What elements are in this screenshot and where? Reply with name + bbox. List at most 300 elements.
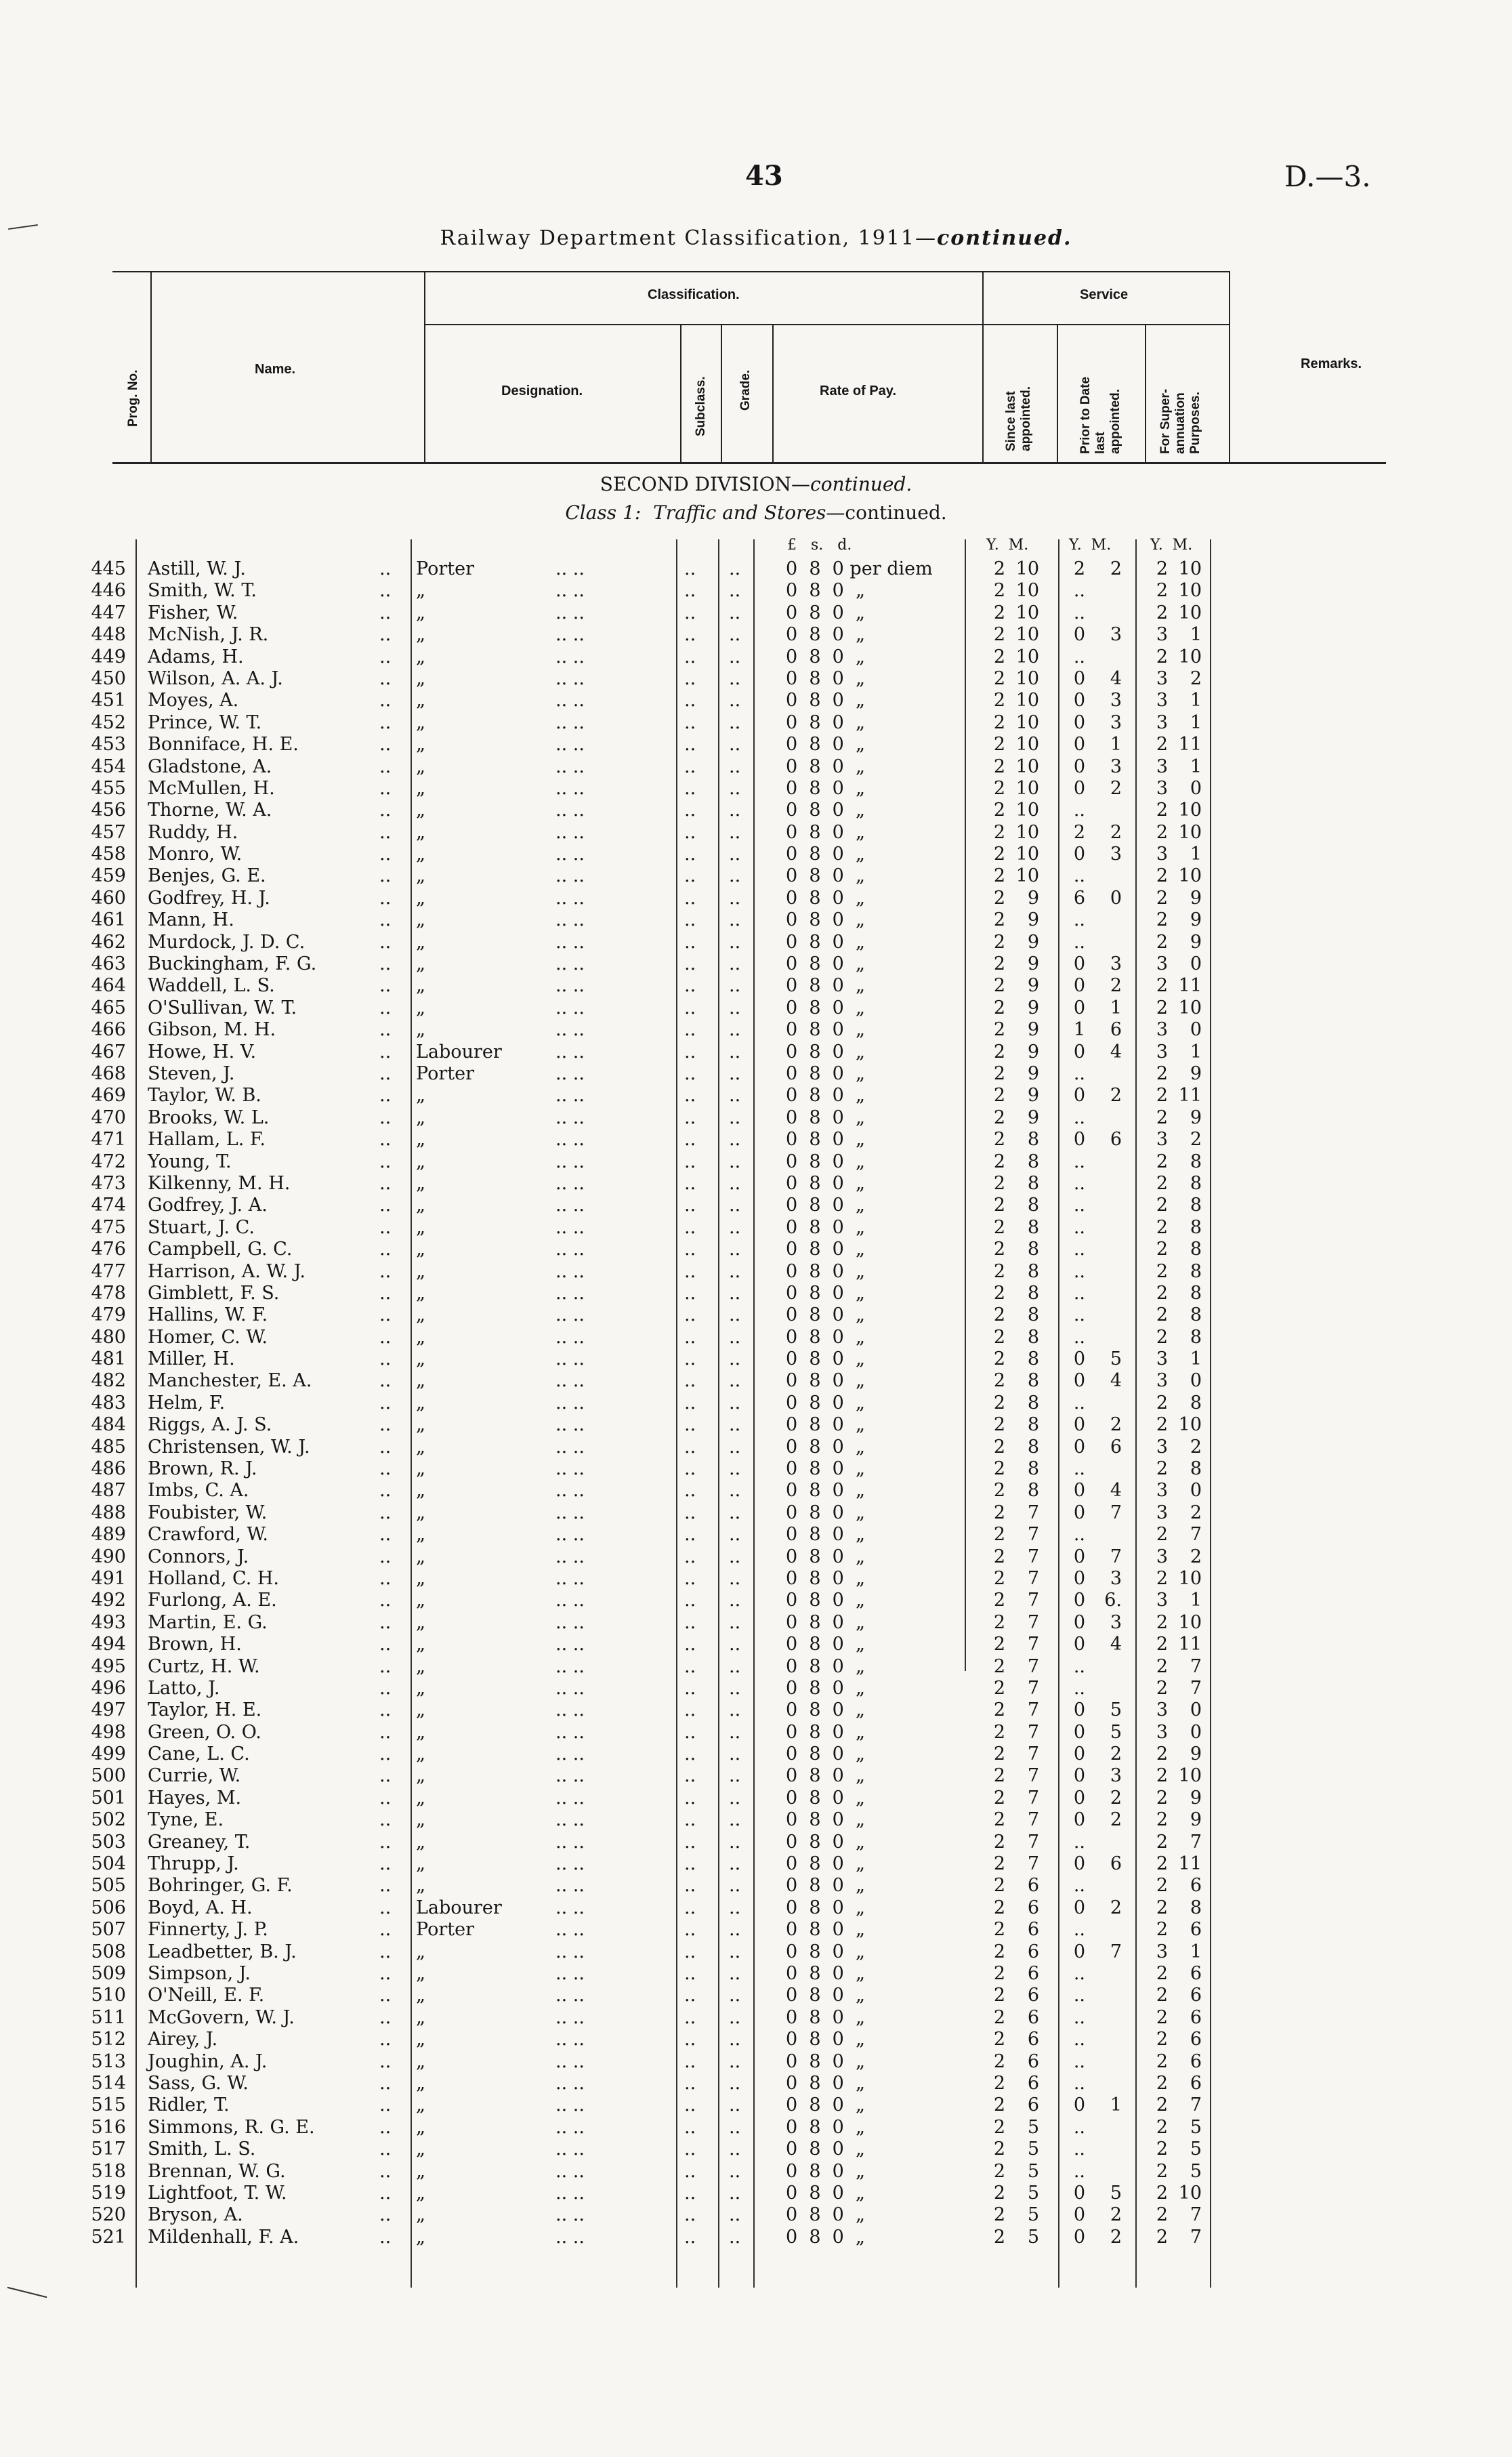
rate-of-pay: 0 8 0 „ — [786, 2094, 866, 2116]
designation: „ — [416, 1172, 425, 1194]
table-row — [0, 1392, 1512, 1414]
subclass-dots: .. — [684, 1260, 696, 1282]
leader-dots: .. — [379, 844, 392, 865]
super-years: 3 — [1156, 1436, 1168, 1458]
designation: „ — [416, 1524, 425, 1546]
since-months: 7 — [1027, 1590, 1039, 1611]
since-years: 2 — [993, 2139, 1005, 2160]
since-years: 2 — [993, 931, 1005, 953]
employee-name: Green, O. O. — [148, 1721, 261, 1743]
super-months: 9 — [1190, 887, 1202, 909]
super-months: 7 — [1190, 1677, 1202, 1699]
prog-no: 475 — [91, 1216, 126, 1238]
prior-years: 0 — [1073, 734, 1085, 756]
grade-dots: .. — [729, 2094, 741, 2116]
leader-dots: .. — [379, 2116, 392, 2138]
designation: „ — [416, 800, 425, 821]
prog-no: 464 — [91, 975, 126, 997]
employee-name: Miller, H. — [148, 1348, 235, 1370]
super-years: 2 — [1156, 1326, 1168, 1348]
since-months: 7 — [1027, 1567, 1039, 1589]
since-years: 2 — [993, 667, 1005, 689]
prog-no: 472 — [91, 1151, 126, 1172]
since-months: 9 — [1027, 887, 1039, 909]
leader-dots: .. .. — [555, 800, 585, 821]
since-months: 10 — [1015, 756, 1039, 777]
rate-of-pay: 0 8 0 „ — [786, 1919, 866, 1941]
super-months: 10 — [1178, 1765, 1202, 1787]
designation: „ — [416, 580, 425, 602]
leader-dots: .. — [379, 1348, 392, 1370]
leader-dots: .. — [379, 865, 392, 887]
super-months: 10 — [1178, 865, 1202, 887]
super-months: 8 — [1190, 1195, 1202, 1216]
since-years: 2 — [993, 1853, 1005, 1875]
grade-dots: .. — [729, 1699, 741, 1721]
super-years: 3 — [1156, 1721, 1168, 1743]
super-months: 0 — [1190, 1019, 1202, 1041]
employee-name: Bryson, A. — [148, 2204, 243, 2226]
employee-name: Prince, W. T. — [148, 711, 262, 733]
prior-months: 2 — [1110, 2226, 1122, 2248]
super-months: 5 — [1190, 2116, 1202, 2138]
employee-name: Astill, W. J. — [148, 558, 246, 579]
prior-years: 0 — [1073, 953, 1085, 975]
table-row — [0, 1370, 1512, 1392]
super-years: 3 — [1156, 1041, 1168, 1062]
designation: „ — [416, 1326, 425, 1348]
prior-months: 6 — [1110, 1019, 1122, 1041]
leader-dots: .. .. — [555, 1502, 585, 1523]
leader-dots: .. — [379, 1590, 392, 1611]
leader-dots: .. .. — [555, 602, 585, 623]
grade-dots: .. — [729, 1195, 741, 1216]
super-years: 2 — [1156, 2094, 1168, 2116]
subclass-dots: .. — [684, 1480, 696, 1502]
leader-dots: .. — [379, 1546, 392, 1567]
super-months: 10 — [1178, 2182, 1202, 2204]
leader-dots: .. .. — [555, 1304, 585, 1326]
super-years: 3 — [1156, 1546, 1168, 1567]
super-months: 9 — [1190, 1743, 1202, 1765]
since-months: 6 — [1027, 1875, 1039, 1897]
rate-of-pay: 0 8 0 „ — [786, 1567, 866, 1589]
prior-years: 0 — [1073, 1787, 1085, 1809]
grade-dots: .. — [729, 931, 741, 953]
prior-years: 0 — [1073, 667, 1085, 689]
grade-dots: .. — [729, 1985, 741, 2006]
since-months: 9 — [1027, 975, 1039, 997]
leader-dots: .. .. — [555, 1590, 585, 1611]
leader-dots: .. .. — [555, 821, 585, 843]
grade-dots: .. — [729, 844, 741, 865]
super-years: 3 — [1156, 1129, 1168, 1151]
designation: „ — [416, 1239, 425, 1260]
table-row — [0, 1612, 1512, 1634]
prior-years: 0 — [1073, 997, 1085, 1018]
leader-dots: .. .. — [555, 844, 585, 865]
grade-dots: .. — [729, 558, 741, 579]
grade-dots: .. — [729, 624, 741, 646]
designation: „ — [416, 2226, 425, 2248]
since-months: 6 — [1027, 2029, 1039, 2050]
prior-years: 0 — [1073, 1502, 1085, 1523]
leader-dots: .. .. — [555, 997, 585, 1018]
super-months: 10 — [1178, 1414, 1202, 1436]
header-classification: Classification. — [648, 287, 740, 302]
since-years: 2 — [993, 690, 1005, 711]
designation: Porter — [416, 1062, 474, 1084]
prior-years: .. — [1073, 1062, 1085, 1084]
prog-no: 474 — [91, 1195, 126, 1216]
prior-months: 6 — [1110, 1436, 1122, 1458]
prior-years: 0 — [1073, 1699, 1085, 1721]
leader-dots: .. .. — [555, 2139, 585, 2160]
super-years: 2 — [1156, 2029, 1168, 2050]
rate-of-pay: 0 8 0 „ — [786, 865, 866, 887]
rate-of-pay: 0 8 0 „ — [786, 1634, 866, 1655]
subclass-dots: .. — [684, 2160, 696, 2182]
leader-dots: .. — [379, 2029, 392, 2050]
super-years: 2 — [1156, 1524, 1168, 1546]
prog-no: 499 — [91, 1743, 126, 1765]
leader-dots: .. .. — [555, 1743, 585, 1765]
subclass-dots: .. — [684, 1853, 696, 1875]
designation: „ — [416, 2072, 425, 2094]
leader-dots: .. — [379, 1875, 392, 1897]
super-years: 2 — [1156, 997, 1168, 1018]
table-row — [0, 2227, 1512, 2248]
employee-name: Curtz, H. W. — [148, 1655, 260, 1677]
leader-dots: .. — [379, 1216, 392, 1238]
prior-years: .. — [1073, 2116, 1085, 2138]
super-years: 3 — [1156, 624, 1168, 646]
since-months: 10 — [1015, 690, 1039, 711]
prior-months: 5 — [1110, 1348, 1122, 1370]
super-years: 2 — [1156, 580, 1168, 602]
page-title-continued: continued. — [936, 226, 1072, 250]
rate-of-pay: 0 8 0 „ — [786, 1524, 866, 1546]
employee-name: Christensen, W. J. — [148, 1436, 310, 1458]
since-years: 2 — [993, 2029, 1005, 2050]
super-months: 0 — [1190, 953, 1202, 975]
prog-no: 520 — [91, 2204, 126, 2226]
employee-name: Greaney, T. — [148, 1831, 251, 1853]
since-years: 2 — [993, 711, 1005, 733]
grade-dots: .. — [729, 1458, 741, 1480]
section-class — [0, 501, 1512, 524]
designation: „ — [416, 1765, 425, 1787]
super-years: 2 — [1156, 931, 1168, 953]
leader-dots: .. — [379, 1897, 392, 1918]
super-years: 2 — [1156, 1392, 1168, 1413]
grade-dots: .. — [729, 2182, 741, 2204]
designation: „ — [416, 2006, 425, 2028]
leader-dots: .. — [379, 711, 392, 733]
rate-of-pay: 0 8 0 „ — [786, 1831, 866, 1853]
leader-dots: .. — [379, 1480, 392, 1502]
prior-years: 0 — [1073, 2094, 1085, 2116]
since-years: 2 — [993, 1172, 1005, 1194]
super-months: 10 — [1178, 1611, 1202, 1633]
since-months: 8 — [1027, 1370, 1039, 1392]
designation: „ — [416, 1216, 425, 1238]
grade-dots: .. — [729, 1721, 741, 1743]
rate-of-pay: 0 8 0 „ — [786, 1590, 866, 1611]
leader-dots: .. .. — [555, 1919, 585, 1941]
prior-years: .. — [1073, 1151, 1085, 1172]
subclass-dots: .. — [684, 1765, 696, 1787]
leader-dots: .. — [379, 1260, 392, 1282]
super-months: 0 — [1190, 1370, 1202, 1392]
since-months: 8 — [1027, 1436, 1039, 1458]
prior-months: 2 — [1110, 777, 1122, 799]
grade-dots: .. — [729, 1524, 741, 1546]
grade-dots: .. — [729, 2072, 741, 2094]
prog-no: 480 — [91, 1326, 126, 1348]
grade-dots: .. — [729, 975, 741, 997]
table-row — [0, 1809, 1512, 1831]
prog-no: 473 — [91, 1172, 126, 1194]
grade-dots: .. — [729, 1282, 741, 1304]
rate-of-pay: 0 8 0 „ — [786, 2182, 866, 2204]
since-years: 2 — [993, 2050, 1005, 2072]
employee-name: Godfrey, H. J. — [148, 887, 270, 909]
leader-dots: .. .. — [555, 2116, 585, 2138]
super-years: 3 — [1156, 667, 1168, 689]
rate-of-pay: 0 8 0 „ — [786, 777, 866, 799]
subclass-dots: .. — [684, 1699, 696, 1721]
since-months: 10 — [1015, 711, 1039, 733]
table-row — [0, 2117, 1512, 2139]
since-years: 2 — [993, 1436, 1005, 1458]
since-years: 2 — [993, 1414, 1005, 1436]
since-years: 2 — [993, 624, 1005, 646]
grade-dots: .. — [729, 1348, 741, 1370]
table-row — [0, 2007, 1512, 2029]
leader-dots: .. — [379, 2094, 392, 2116]
prior-years: 2 — [1073, 558, 1085, 579]
leader-dots: .. .. — [555, 1216, 585, 1238]
leader-dots: .. .. — [555, 1151, 585, 1172]
super-years: 3 — [1156, 1502, 1168, 1523]
super-months: 10 — [1178, 997, 1202, 1018]
prior-years: .. — [1073, 1304, 1085, 1326]
leader-dots: .. — [379, 1919, 392, 1941]
leader-dots: .. — [379, 1655, 392, 1677]
prior-years: 0 — [1073, 1129, 1085, 1151]
subclass-dots: .. — [684, 1195, 696, 1216]
since-months: 6 — [1027, 1941, 1039, 1962]
prior-years: 6 — [1073, 887, 1085, 909]
rate-of-pay: 0 8 0 „ — [786, 844, 866, 865]
grade-dots: .. — [729, 1107, 741, 1128]
since-months: 6 — [1027, 2072, 1039, 2094]
prior-months: 2 — [1110, 2204, 1122, 2226]
leader-dots: .. — [379, 1502, 392, 1523]
employee-name: Helm, F. — [148, 1392, 226, 1413]
super-months: 8 — [1190, 1304, 1202, 1326]
grade-dots: .. — [729, 1085, 741, 1107]
super-years: 2 — [1156, 1875, 1168, 1897]
super-years: 2 — [1156, 1963, 1168, 1984]
leader-dots: .. — [379, 931, 392, 953]
super-years: 2 — [1156, 909, 1168, 931]
table-row — [0, 1875, 1512, 1897]
leader-dots: .. .. — [555, 1041, 585, 1062]
since-months: 7 — [1027, 1743, 1039, 1765]
since-months: 8 — [1027, 1304, 1039, 1326]
since-years: 2 — [993, 887, 1005, 909]
table-row — [0, 888, 1512, 909]
prog-no: 477 — [91, 1260, 126, 1282]
super-months: 6 — [1190, 2072, 1202, 2094]
grade-dots: .. — [729, 1919, 741, 1941]
subclass-dots: .. — [684, 1392, 696, 1413]
rate-of-pay: 0 8 0 „ — [786, 1963, 866, 1984]
leader-dots: .. — [379, 580, 392, 602]
section-division — [0, 473, 1512, 495]
super-years: 2 — [1156, 2160, 1168, 2182]
table-row — [0, 2183, 1512, 2204]
header-divider — [150, 271, 152, 462]
super-years: 3 — [1156, 1699, 1168, 1721]
prior-months: 2 — [1110, 558, 1122, 579]
leader-dots: .. — [379, 1985, 392, 2006]
since-years: 2 — [993, 1743, 1005, 1765]
rate-of-pay: 0 8 0 „ — [786, 602, 866, 623]
super-months: 1 — [1190, 756, 1202, 777]
super-years: 2 — [1156, 2006, 1168, 2028]
leader-dots: .. .. — [555, 1809, 585, 1831]
table-row — [0, 975, 1512, 997]
since-years: 2 — [993, 1239, 1005, 1260]
grade-dots: .. — [729, 953, 741, 975]
prior-years: .. — [1073, 1107, 1085, 1128]
rate-of-pay: 0 8 0 „ — [786, 734, 866, 756]
subclass-dots: .. — [684, 1875, 696, 1897]
leader-dots: .. .. — [555, 1129, 585, 1151]
leader-dots: .. .. — [555, 667, 585, 689]
since-months: 7 — [1027, 1502, 1039, 1523]
grade-dots: .. — [729, 1787, 741, 1809]
table-row — [0, 646, 1512, 668]
prog-no: 483 — [91, 1392, 126, 1413]
employee-name: O'Sullivan, W. T. — [148, 997, 297, 1018]
leader-dots: .. — [379, 1634, 392, 1655]
super-months: 0 — [1190, 1699, 1202, 1721]
leader-dots: .. .. — [555, 1985, 585, 2006]
super-months: 10 — [1178, 558, 1202, 579]
rate-of-pay: 0 8 0 „ — [786, 1853, 866, 1875]
table-row — [0, 1129, 1512, 1151]
prior-months: 3 — [1110, 1611, 1122, 1633]
prior-years: .. — [1073, 1655, 1085, 1677]
prior-years: 0 — [1073, 1370, 1085, 1392]
employee-name: Ridler, T. — [148, 2094, 230, 2116]
leader-dots: .. .. — [555, 1392, 585, 1413]
prog-no: 494 — [91, 1634, 126, 1655]
leader-dots: .. — [379, 734, 392, 756]
super-years: 2 — [1156, 734, 1168, 756]
prior-years: 0 — [1073, 1743, 1085, 1765]
table-row — [0, 932, 1512, 953]
subclass-dots: .. — [684, 1546, 696, 1567]
prior-months: 3 — [1110, 953, 1122, 975]
super-years: 2 — [1156, 1985, 1168, 2006]
designation: „ — [416, 1743, 425, 1765]
leader-dots: .. — [379, 953, 392, 975]
super-years: 2 — [1156, 1195, 1168, 1216]
employee-name: Sass, G. W. — [148, 2072, 249, 2094]
employee-name: Brooks, W. L. — [148, 1107, 270, 1128]
leader-dots: .. — [379, 975, 392, 997]
rate-of-pay: 0 8 0 „ — [786, 1546, 866, 1567]
designation: „ — [416, 1853, 425, 1875]
leader-dots: .. — [379, 1524, 392, 1546]
super-years: 2 — [1156, 1062, 1168, 1084]
employee-name: Thorne, W. A. — [148, 800, 272, 821]
since-months: 5 — [1027, 2226, 1039, 2248]
since-years: 2 — [993, 1546, 1005, 1567]
leader-dots: .. .. — [555, 2072, 585, 2094]
table-row — [0, 2051, 1512, 2073]
super-months: 1 — [1190, 624, 1202, 646]
leader-dots: .. — [379, 1107, 392, 1128]
employee-name: Wilson, A. A. J. — [148, 667, 283, 689]
employee-name: Homer, C. W. — [148, 1326, 268, 1348]
prior-years: 0 — [1073, 756, 1085, 777]
leader-dots: .. .. — [555, 1611, 585, 1633]
employee-name: Gimblett, F. S. — [148, 1282, 280, 1304]
since-years: 2 — [993, 2094, 1005, 2116]
prog-no: 452 — [91, 711, 126, 733]
grade-dots: .. — [729, 1831, 741, 1853]
prior-years: .. — [1073, 2050, 1085, 2072]
super-months: 10 — [1178, 1567, 1202, 1589]
rate-of-pay: 0 8 0 „ — [786, 953, 866, 975]
prior-months: 4 — [1110, 1041, 1122, 1062]
grade-dots: .. — [729, 1875, 741, 1897]
subclass-dots: .. — [684, 800, 696, 821]
prior-years: .. — [1073, 2160, 1085, 2182]
since-years: 2 — [993, 1941, 1005, 1962]
subclass-dots: .. — [684, 931, 696, 953]
subclass-dots: .. — [684, 997, 696, 1018]
super-years: 3 — [1156, 756, 1168, 777]
prior-years: .. — [1073, 1326, 1085, 1348]
since-months: 6 — [1027, 1985, 1039, 2006]
designation: Porter — [416, 1919, 474, 1941]
leader-dots: .. — [379, 1414, 392, 1436]
super-years: 2 — [1156, 2072, 1168, 2094]
rate-of-pay: 0 8 0 „ — [786, 690, 866, 711]
table-row — [0, 1568, 1512, 1590]
table-row — [0, 844, 1512, 865]
prog-no: 492 — [91, 1590, 126, 1611]
leader-dots: .. — [379, 1765, 392, 1787]
rate-of-pay: 0 8 0 „ — [786, 624, 866, 646]
super-months: 8 — [1190, 1897, 1202, 1918]
prog-no: 496 — [91, 1677, 126, 1699]
since-months: 8 — [1027, 1326, 1039, 1348]
designation: „ — [416, 1809, 425, 1831]
super-months: 6 — [1190, 2050, 1202, 2072]
since-years: 2 — [993, 2116, 1005, 2138]
since-months: 10 — [1015, 734, 1039, 756]
designation: „ — [416, 1458, 425, 1480]
subclass-dots: .. — [684, 1041, 696, 1062]
